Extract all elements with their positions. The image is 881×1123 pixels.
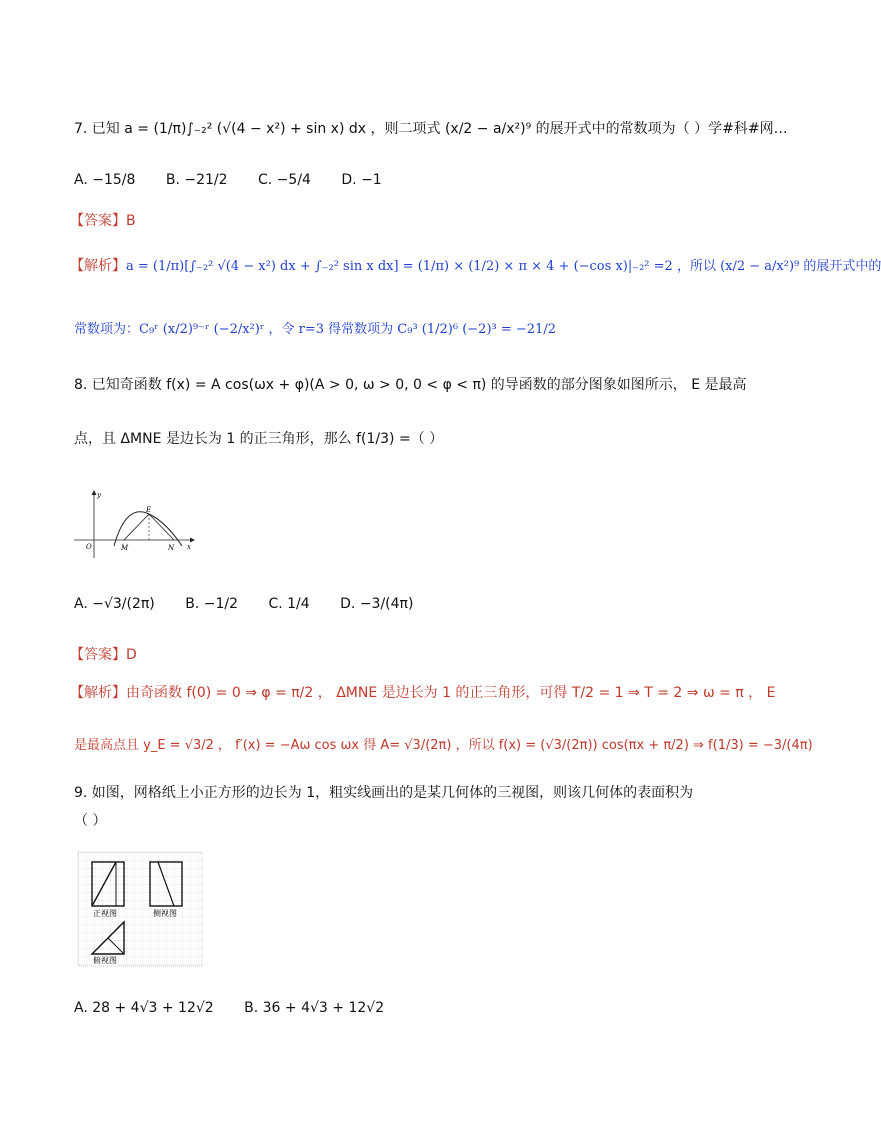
x-axis-arrow (190, 538, 195, 543)
q8-analysis-line2: 是最高点且 y_E = √3/2 ， f′(x) = −Aω cos ωx 得 A= √3/(2π) ，所以 f(x) = (√3/(2π)) cos(πx + π/2) ⇒ f(1/3) = −3/(4π) (74, 738, 813, 753)
q9-stem-line1: 9. 如图，网格纸上小正方形的边长为 1，粗实线画出的是某几何体的三视图，则该几何体的表面积为 (74, 785, 694, 801)
answer-tag: 【答案】 (70, 213, 126, 229)
q7-analysis-line1 (70, 255, 881, 275)
q8-option-a[interactable]: A. −√3/(2π) (74, 596, 155, 612)
q7-analysis-line2: 常数项为：C₉ʳ (x/2)⁹⁻ʳ (−2/x²)ʳ ，令 r=3 得常数项为 C₉³ (1/2)⁶ (−2)³ = −21/2 (74, 322, 556, 337)
q7-option-d[interactable]: D. −1 (341, 172, 382, 188)
analysis-tag: 【解析】 (70, 258, 126, 274)
label-e: E (146, 506, 152, 514)
triangle-side-en (149, 514, 174, 540)
q8-option-c[interactable]: C. 1/4 (268, 596, 310, 612)
q7-stem: 7. 已知 a = (1/π)∫₋₂² (√(4 − x²) + sin x) dx ，则二项式 (x/2 − a/x²)⁹ 的展开式中的常数项为（ ）学#科#网… (74, 121, 788, 137)
q7-option-c[interactable]: C. −5/4 (258, 172, 311, 188)
analysis-tag: 【解析】 (70, 685, 126, 701)
q8-stem-line2: 点，且 ΔMNE 是边长为 1 的正三角形，那么 f(1/3) =（ ） (74, 431, 444, 447)
answer-tag: 【答案】 (70, 647, 126, 663)
front-view-label: 正视图 (93, 909, 117, 918)
derivative-curve (114, 512, 182, 546)
q8-option-d[interactable]: D. −3/(4π) (340, 596, 414, 612)
q8-stem-line1: 8. 已知奇函数 f(x) = A cos(ωx + φ)(A > 0, ω > 0, 0 < φ < π) 的导函数的部分图象如图所示， E 是最高 (74, 377, 747, 393)
q8-graph-figure (74, 488, 196, 560)
q8-option-b[interactable]: B. −1/2 (185, 596, 239, 612)
q9-three-views-figure (78, 852, 202, 966)
q8-options (74, 596, 439, 612)
label-m: M (121, 544, 129, 552)
q7-options (74, 172, 408, 188)
q8-answer (70, 644, 137, 664)
answer-value: D (126, 647, 137, 663)
q7-answer (70, 210, 136, 230)
top-view-label: 俯视图 (93, 956, 117, 965)
q9-option-b[interactable]: B. 36 + 4√3 + 12√2 (244, 1000, 385, 1016)
side-view-label: 侧视图 (153, 909, 177, 918)
q8-analysis-line1 (70, 682, 775, 702)
label-y: y (97, 491, 101, 499)
q9-stem-line2: （ ） (74, 813, 107, 829)
q9-options (74, 1000, 410, 1016)
analysis-text: a = (1/π)[∫₋₂² √(4 − x²) dx + ∫₋₂² sin x dx] = (1/π) × (1/2) × π × 4 + (−cos x)|₋₂² =2 ，所以 (x/2 − a/x²)⁹ 的展开式中的 (126, 259, 881, 274)
label-o: O (86, 543, 92, 551)
q9-option-a[interactable]: A. 28 + 4√3 + 12√2 (74, 1000, 214, 1016)
label-x: x (187, 543, 191, 551)
q7-option-b[interactable]: B. −21/2 (165, 172, 228, 188)
y-axis-arrow (92, 490, 97, 495)
q7-option-a[interactable]: A. −15/8 (74, 172, 136, 188)
label-n: N (168, 544, 175, 552)
analysis-text: 由奇函数 f(0) = 0 ⇒ φ = π/2 ， ΔMNE 是边长为 1 的正三角形，可得 T/2 = 1 ⇒ T = 2 ⇒ ω = π ， E (126, 685, 776, 701)
answer-value: B (126, 213, 136, 229)
